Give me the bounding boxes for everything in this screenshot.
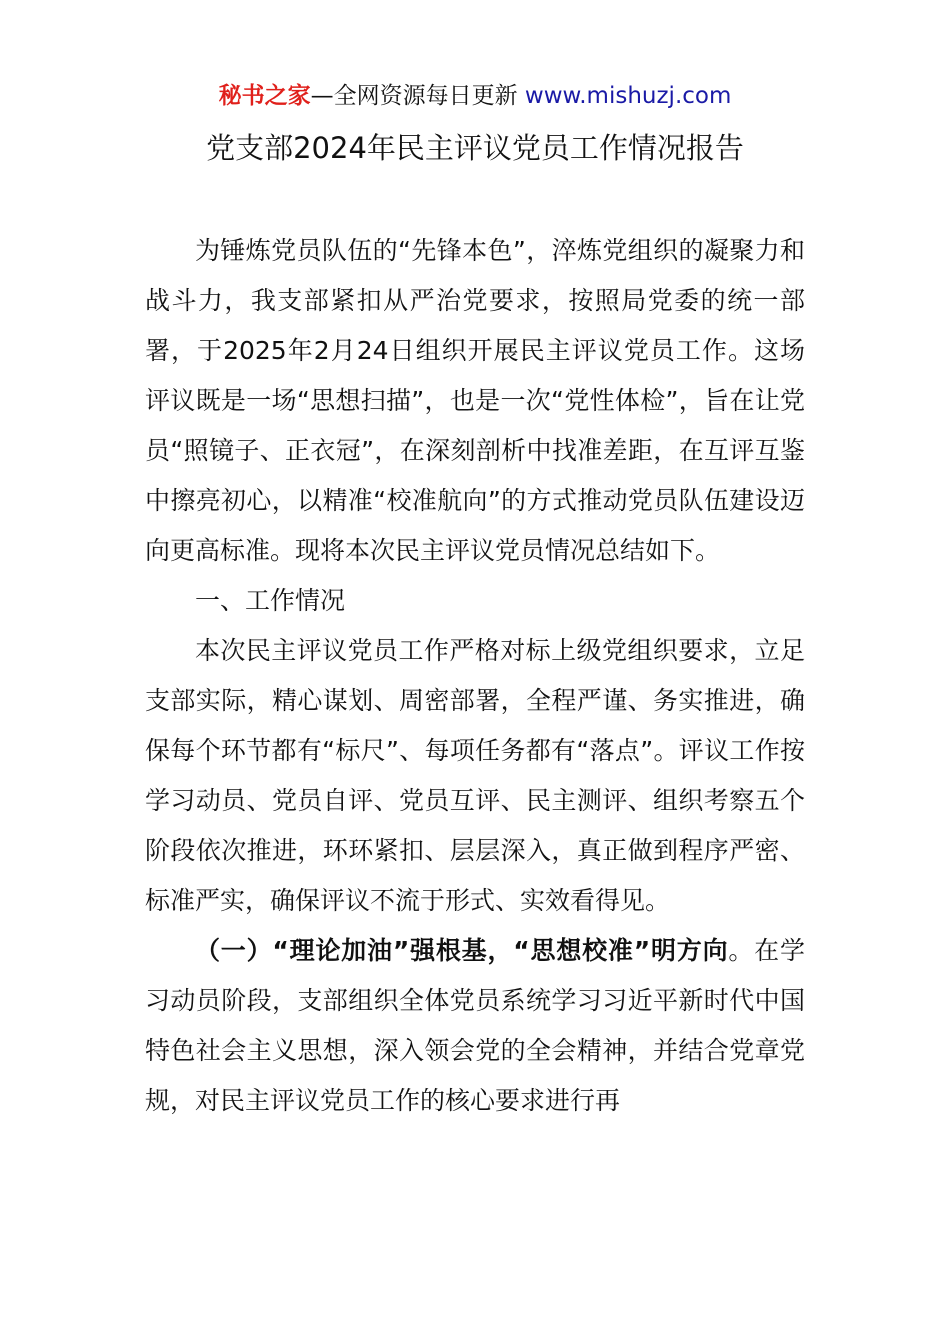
- subsection-paragraph: [145, 926, 805, 1126]
- site-tagline: —全网资源每日更新: [310, 83, 525, 109]
- subsection-heading: （一）“理论加油”强根基，“思想校准”明方向: [195, 936, 729, 965]
- site-url-link[interactable]: www.mishuzj.com: [524, 83, 732, 109]
- site-brand: 秘书之家: [218, 83, 311, 109]
- subsection-text: 。在学习动员阶段，支部组织全体党员系统学习习近平新时代中国特色社会主义思想，深入领会党的全会精神，并结合党章党规，对民主评议党员工作的核心要求进行再: [145, 936, 805, 1115]
- document-body: [145, 226, 805, 1126]
- section-heading-work-status: 一、工作情况: [195, 586, 346, 615]
- site-header: [0, 80, 950, 112]
- section-paragraph-work-status: 本次民主评议党员工作严格对标上级党组织要求，立足支部实际，精心谋划、周密部署，全程严谨、务实推进，确保每个环节都有“标尺”、每项任务都有“落点”。评议工作按学习动员、党员自评、党员互评、民主测评、组织考察五个阶段依次推进，环环紧扣、层层深入，真正做到程序严密、标准严实，确保评议不流于形式、实效看得见。: [145, 636, 805, 915]
- document-title: 党支部2024年民主评议党员工作情况报告: [206, 131, 744, 165]
- intro-paragraph: 为锤炼党员队伍的“先锋本色”，淬炼党组织的凝聚力和战斗力，我支部紧扣从严治党要求，按照局党委的统一部署，于2025年2月24日组织开展民主评议党员工作。这场评议既是一场“思想扫描”，也是一次“党性体检”，旨在让党员“照镜子、正衣冠”，在深刻剖析中找准差距，在互评互鉴中擦亮初心，以精准“校准航向”的方式推动党员队伍建设迈向更高标准。现将本次民主评议党员情况总结如下。: [145, 236, 805, 565]
